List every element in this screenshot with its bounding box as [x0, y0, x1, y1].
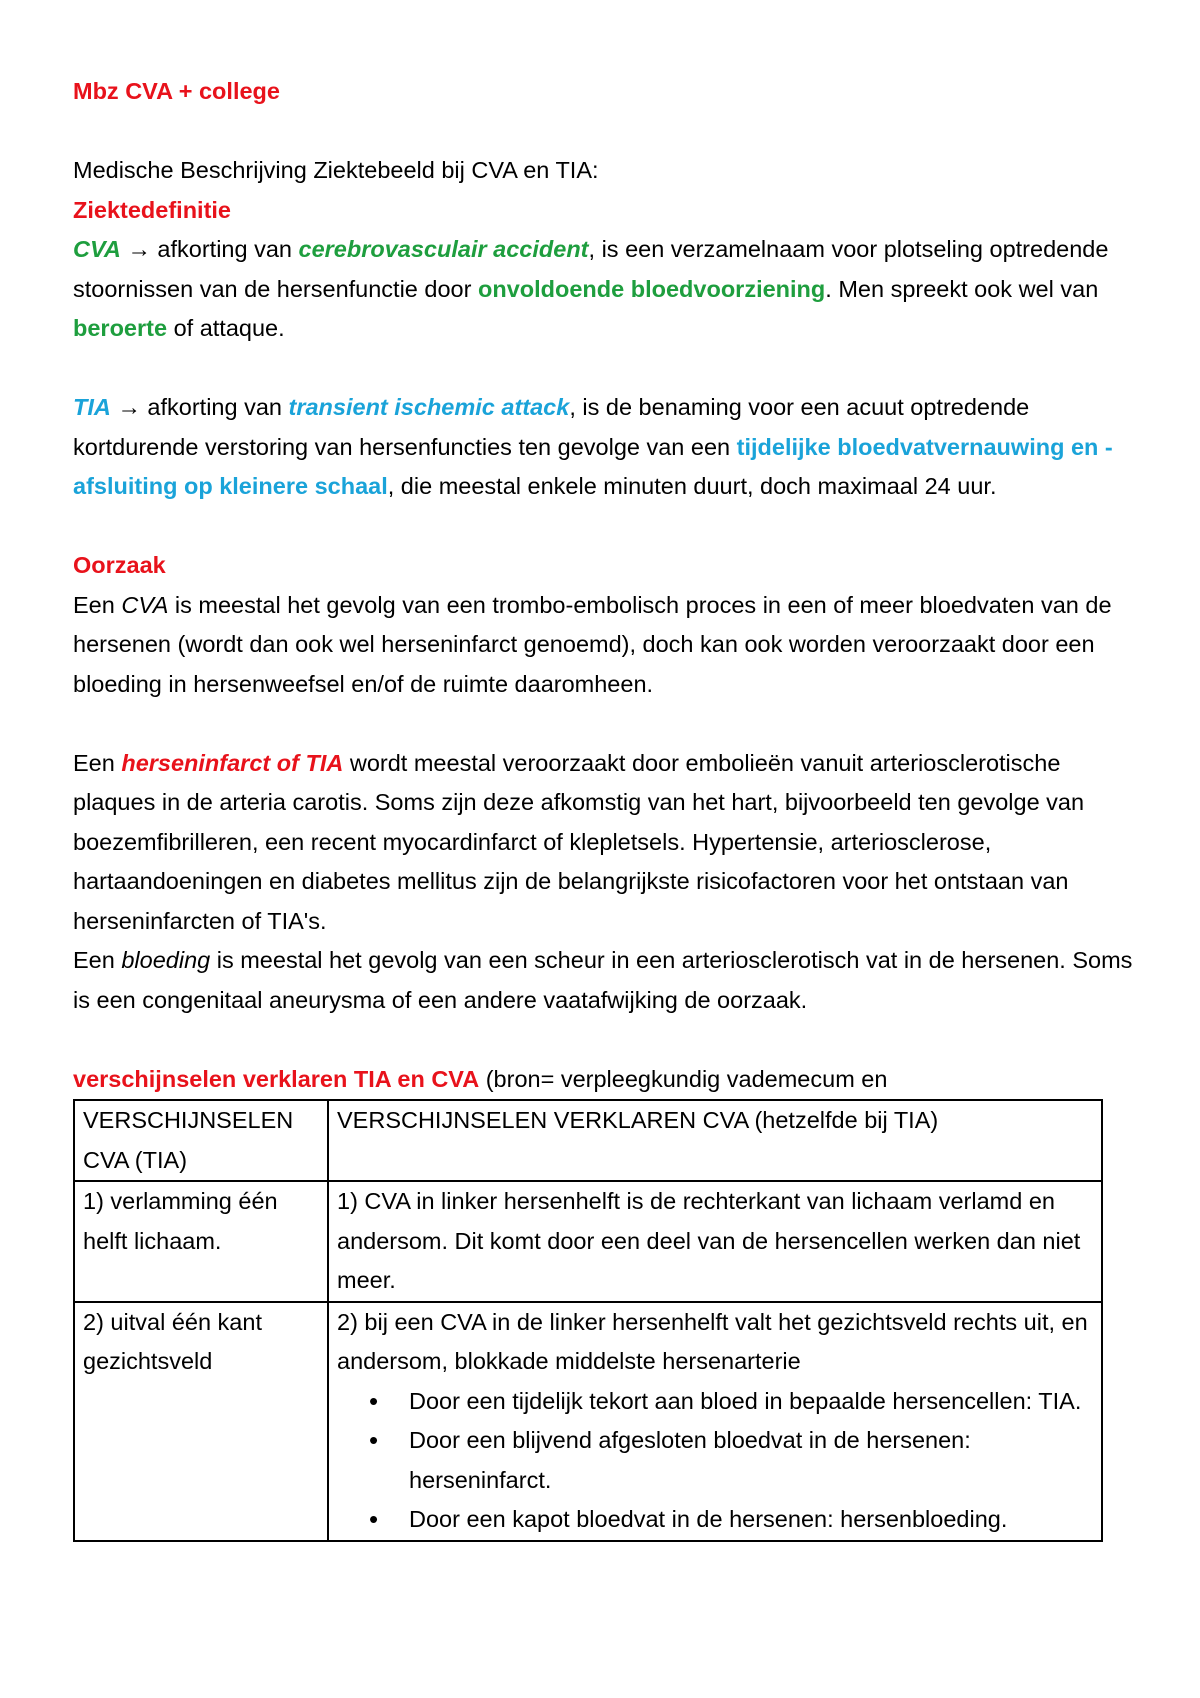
list-item: • Door een blijvend afgesloten bloedvat in de hersenen: herseninfarct. [409, 1421, 1095, 1500]
table-row [74, 1302, 1102, 1541]
spacer [73, 112, 1133, 152]
list-item: • Door een kapot bloedvat in de hersenen: hersenbloeding. [409, 1500, 1095, 1540]
symptoms-heading: verschijnselen verklaren TIA en CVA [73, 1065, 480, 1092]
cause-p1-a: Een [73, 591, 122, 618]
symptoms-heading-line [73, 1060, 1133, 1100]
spacer [73, 1020, 1133, 1060]
arrow-icon: → [127, 236, 151, 262]
table-cell-symptom: 1) verlamming één helft lichaam. [74, 1181, 328, 1302]
cause-p2-term: herseninfarct of TIA [121, 749, 344, 776]
cause-p3-term: bloeding [121, 947, 211, 973]
cva-text-3: . Men spreekt ook wel van [825, 275, 1099, 302]
cause-paragraph-2 [73, 744, 1133, 942]
symptoms-source: (bron= verpleegkundig vademecum en [479, 1065, 888, 1092]
cva-text-4: of attaque. [167, 315, 285, 341]
table-cell-explanation [328, 1302, 1102, 1541]
cause-p3-b: is meestal het gevolg van een scheur in een arteriosclerotisch vat in de hersenen. Soms is een congenitaal aneurysma of een andere vaatafwijking de oorzaak. [73, 947, 1133, 1013]
definition-heading: Ziektedefinitie [73, 196, 232, 223]
bullet-list [337, 1382, 1095, 1540]
table-cell-symptom: 2) uitval één kant gezichtsveld [74, 1302, 328, 1541]
table-row [74, 1181, 1102, 1302]
cause-paragraph-1 [73, 586, 1133, 705]
cause-heading: Oorzaak [73, 552, 166, 578]
cause-p2-b: wordt meestal veroorzaakt door embolieën vanuit arteriosclerotische plaques in de arteria carotis. Soms zijn deze afkomstig van het hart, bijvoorbeeld ten gevolge van boezemfibrilleren, een recent myocardinfarct of klepletsels. Hypertensie, arteriosclerose, hartaandoeningen en diabetes mellitus zijn de belangrijkste risicofactoren voor het ontstaan van herseninfarcten of TIA's. [73, 749, 1085, 934]
document-page [73, 72, 1133, 1542]
cause-p1-term: CVA [121, 591, 169, 618]
spacer [73, 349, 1133, 389]
cause-paragraph-3 [73, 941, 1133, 1020]
cause-p1-b: is meestal het gevolg van een trombo-embolisch proces in een of meer bloedvaten van de hersenen (wordt dan ook wel herseninfarct genoemd), doch kan ook worden veroorzaakt door een bloeding in hersenweefsel en/of de ruimte daaromheen. [73, 591, 1112, 697]
symptoms-table [73, 1099, 1103, 1542]
cva-text-2: , is een verzamelnaam voor plotseling optredende stoornissen van de hersenfunctie door [73, 236, 1109, 302]
table-header-row [74, 1100, 1102, 1181]
arrow-icon: → [117, 394, 141, 420]
cva-term: CVA [73, 236, 121, 262]
cva-full-name: cerebrovasculair accident [298, 236, 589, 262]
list-item: • Door een tijdelijk tekort aan bloed in bepaalde hersencellen: TIA. [409, 1382, 1095, 1422]
cva-cause: onvoldoende bloedvoorziening [477, 275, 826, 302]
cause-p3-a: Een [73, 947, 122, 973]
document-title: Mbz CVA + college [73, 78, 280, 104]
spacer [73, 507, 1133, 547]
cva-text-1: afkorting van [150, 236, 299, 262]
spacer [73, 704, 1133, 744]
document-subtitle: Medische Beschrijving Ziektebeeld bij CVA en TIA: [73, 157, 599, 183]
table-cell-explanation: 1) CVA in linker hersenhelft is de rechterkant van lichaam verlamd en andersom. Dit komt door een deel van de hersencellen werken dan niet meer. [328, 1181, 1102, 1302]
table-header-symptoms: VERSCHIJNSELEN CVA (TIA) [74, 1100, 328, 1181]
table-cell-explanation-text: 2) bij een CVA in de linker hersenhelft valt het gezichtsveld rechts uit, en andersom, blokkade middelste hersenarterie [337, 1308, 1088, 1374]
tia-text-3: , die meestal enkele minuten duurt, doch maximaal 24 uur. [387, 473, 997, 499]
cva-definition [73, 230, 1133, 349]
tia-full-name: transient ischemic attack [288, 394, 570, 420]
table-header-explanation: VERSCHIJNSELEN VERKLAREN CVA (hetzelfde bij TIA) [328, 1100, 1102, 1181]
tia-text-1: afkorting van [140, 394, 289, 420]
tia-term: TIA [73, 394, 111, 420]
tia-cause: tijdelijke bloedvatvernauwing en -afsluiting op kleinere schaal [73, 433, 1113, 499]
tia-definition [73, 388, 1133, 507]
cva-alt-name: beroerte [73, 315, 168, 341]
cause-p2-a: Een [73, 749, 122, 776]
tia-text-2: , is de benaming voor een acuut optredende kortdurende verstoring van hersenfuncties ten gevolge van een [73, 394, 1030, 460]
